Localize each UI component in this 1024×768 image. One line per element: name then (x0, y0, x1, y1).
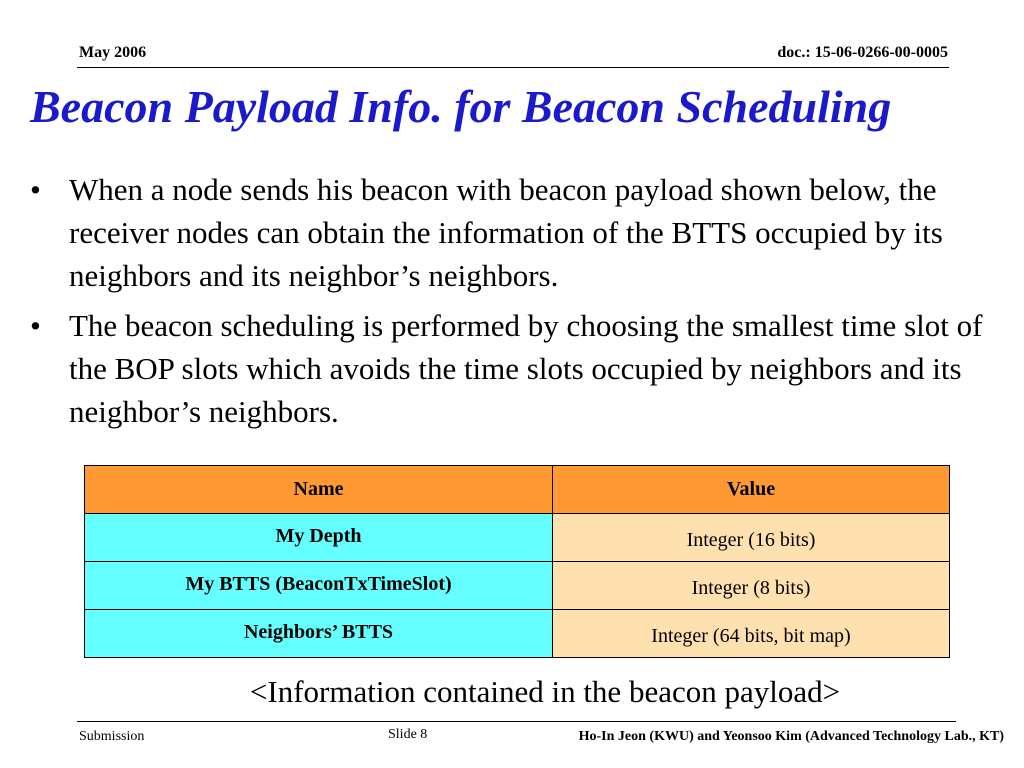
table-cell-name: Neighbors’ BTTS (85, 610, 553, 658)
footer-submission: Submission (79, 729, 145, 744)
payload-table (84, 465, 950, 658)
table-row (85, 514, 950, 562)
bullet-list (26, 168, 1001, 440)
table-header-row (85, 466, 950, 514)
slide-title: Beacon Payload Info. for Beacon Scheduling (30, 81, 892, 132)
footer-divider (77, 721, 956, 722)
table-row (85, 610, 950, 658)
bullet-text: The beacon scheduling is performed by choosing the smallest time slot of the BOP slots which avoids the time slots occupied by neighbors and its neighbor’s neighbors. (69, 308, 983, 429)
table-caption: <Information contained in the beacon payload> (249, 674, 841, 709)
table-cell-name: My BTTS (BeaconTxTimeSlot) (85, 562, 553, 610)
table-cell-value: Integer (64 bits, bit map) (553, 610, 950, 658)
table-cell-name: My Depth (85, 514, 553, 562)
footer-slide-number: Slide 8 (388, 727, 428, 742)
table-cell-value: Integer (8 bits) (553, 562, 950, 610)
table-cell-value: Integer (16 bits) (553, 514, 950, 562)
table-row (85, 562, 950, 610)
table-header-name: Name (85, 466, 553, 514)
header-date: May 2006 (79, 44, 147, 61)
footer-authors: Ho-In Jeon (KWU) and Yeonsoo Kim (Advanced Technology Lab., KT) (578, 729, 1004, 744)
bullet-text: When a node sends his beacon with beacon payload shown below, the receiver nodes can obtain the information of the BTTS occupied by its neighbors and its neighbor’s neighbors. (69, 172, 943, 293)
bullet-item (26, 168, 1001, 297)
header-divider (77, 67, 949, 68)
bullet-item (26, 304, 1001, 433)
header-doc-number: doc.: 15-06-0266-00-0005 (777, 44, 948, 61)
bullet-dot-icon: • (30, 308, 41, 343)
bullet-dot-icon: • (30, 172, 41, 207)
table-header-value: Value (553, 466, 950, 514)
